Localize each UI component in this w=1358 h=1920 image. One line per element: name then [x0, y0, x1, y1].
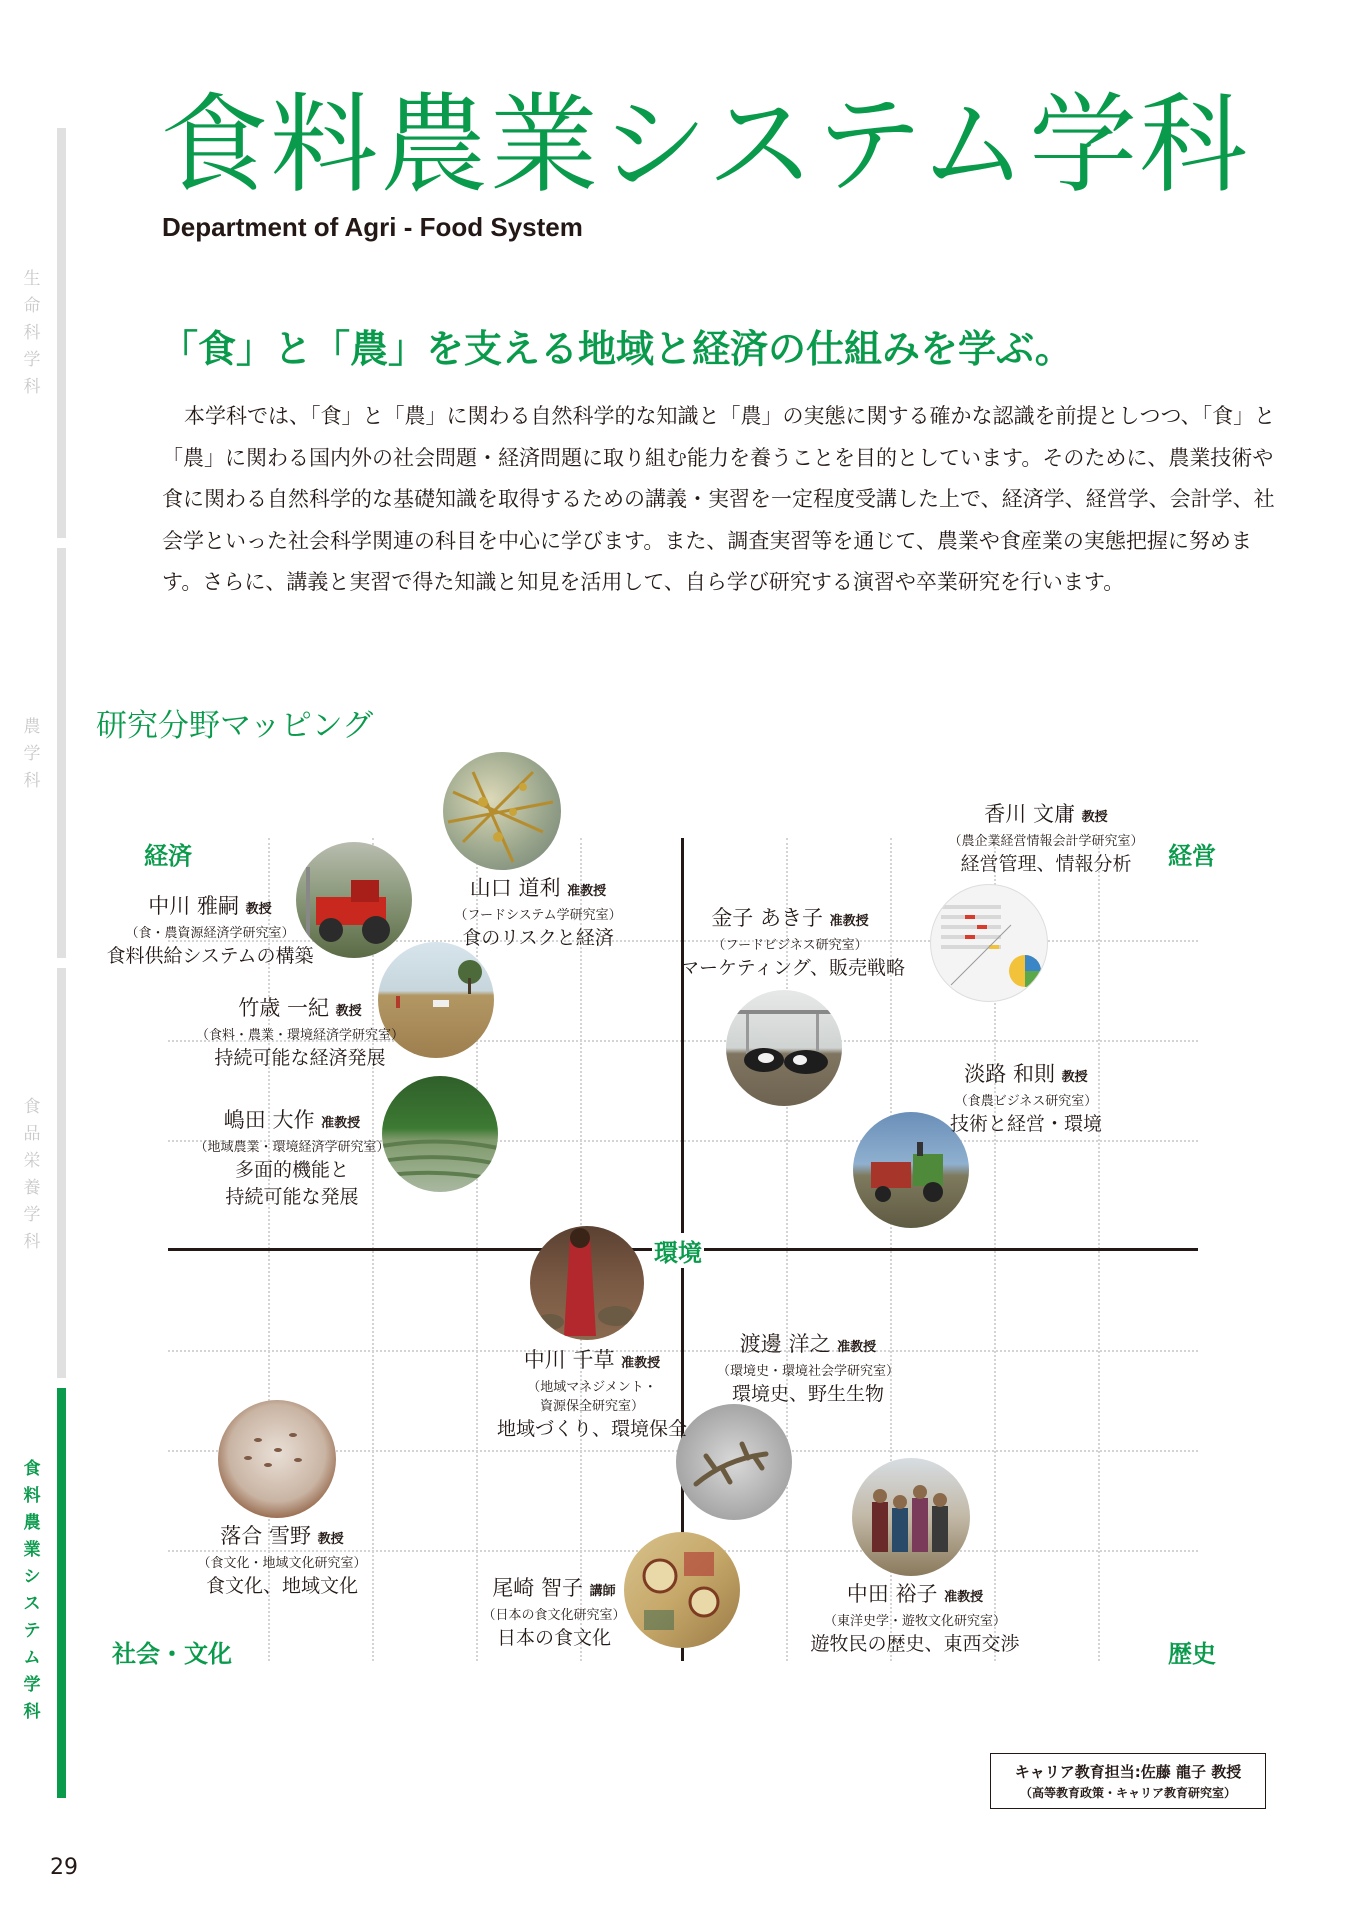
researcher-rank: 教授: [335, 1004, 362, 1019]
side-nav-item-agri-food-system[interactable]: 食料農業システム学科: [23, 1459, 41, 1722]
researcher-nakagawa-masatsugu: [100, 892, 320, 970]
side-bar-segment-1: [57, 128, 66, 538]
researcher-nakata: [800, 1580, 1030, 1658]
researcher-field: 持続可能な発展: [225, 1186, 359, 1208]
axis-label-history: 歴史: [1166, 1634, 1218, 1669]
researcher-rank: 准教授: [621, 1356, 661, 1371]
description-text: 本学科では、「食」と「農」に関わる自然科学的な知識と「農」の実態に関する確かな認識を前提としつつ、「食」と「農」に関わる国内外の社会問題・経済問題に取り組む能力を養うことを目的としています。そのために、農業技術や食に関わる自然科学的な基礎知識を取得するための講義・実習を一定程度受講した上で、経済学、経営学、会計学、社会学といった社会科学関連の科目を中心に学びます。また、調査実習等を通じて、農業や食産業の実態把握に努めます。さらに、講義と実習で得た知識と知見を活用して、自ら学び研究する演習や卒業研究を行います。: [162, 404, 1276, 594]
catchphrase: 「食」と「農」を支える地域と経済の仕組みを学ぶ。: [160, 327, 1073, 371]
researcher-shimada: [182, 1106, 402, 1211]
researcher-name: 嶋田 大作: [223, 1108, 315, 1132]
researcher-name: 中田 裕子: [846, 1582, 938, 1606]
researcher-lab: （フードビジネス研究室）: [712, 938, 868, 953]
researcher-field: 地域づくり、環境保全: [496, 1418, 687, 1440]
researcher-field: マーケティング、販売戦略: [680, 957, 905, 979]
researcher-name: 尾崎 智子: [492, 1576, 583, 1600]
village-woman-image: [530, 1226, 644, 1340]
researcher-lab: （地域農業・環境経済学研究室）: [194, 1140, 390, 1155]
researcher-awaji: [916, 1060, 1136, 1138]
grain-basket-image: [218, 1400, 336, 1518]
axis-label-management: 経営: [1166, 836, 1218, 871]
researcher-watanabe: [698, 1330, 918, 1408]
researcher-lab: 資源保全研究室）: [539, 1399, 644, 1414]
dairy-cows-image: [726, 990, 842, 1106]
microscope-crystals-image: [443, 752, 561, 870]
axis-label-economy: 経済: [142, 836, 194, 871]
spreadsheet-chart-image: [930, 884, 1048, 1002]
axis-label-society-culture: 社会・文化: [110, 1634, 234, 1669]
researcher-rank: 教授: [317, 1532, 344, 1547]
researcher-name: 金子 あき子: [711, 906, 823, 930]
researcher-ochiai: [172, 1522, 392, 1600]
researcher-lab: （環境史・環境社会学研究室）: [716, 1364, 899, 1379]
researcher-lab: （農企業経営情報会計学研究室）: [948, 834, 1144, 849]
side-bar-segment-2: [57, 548, 66, 958]
researcher-lab: （食料・農業・環境経済学研究室）: [195, 1028, 404, 1043]
researcher-field: 食のリスクと経済: [462, 927, 614, 949]
researcher-rank: 准教授: [567, 884, 607, 899]
researcher-field: 経営管理、情報分析: [960, 853, 1132, 875]
side-bar-segment-3: [57, 968, 66, 1378]
career-contact-box: [990, 1753, 1266, 1809]
researcher-field: 多面的機能と: [234, 1159, 349, 1181]
page-number: 29: [50, 1855, 78, 1880]
researcher-field: 食文化、地域文化: [205, 1575, 358, 1597]
side-nav-item-food-nutrition[interactable]: 食品栄養学科: [23, 1097, 41, 1252]
researcher-kagawa: [926, 800, 1166, 878]
career-contact-lab: （高等教育政策・キャリア教育研究室）: [1019, 1786, 1236, 1800]
researcher-rank: 准教授: [944, 1590, 984, 1605]
axis-label-environment: 環境: [652, 1233, 704, 1268]
page-subtitle: Department of Agri - Food System: [162, 212, 583, 242]
nomad-family-image: [852, 1458, 970, 1576]
researcher-rank: 准教授: [837, 1340, 877, 1355]
researcher-name: 中川 千草: [523, 1348, 615, 1372]
researcher-field: 技術と経営・環境: [949, 1113, 1102, 1135]
researcher-name: 落合 雪野: [220, 1524, 311, 1548]
researcher-ozaki: [444, 1574, 664, 1652]
researcher-lab: （東洋史学・遊牧文化研究室）: [823, 1614, 1006, 1629]
researcher-rank: 教授: [1061, 1070, 1088, 1085]
researcher-lab: （地域マネジメント・: [527, 1380, 657, 1395]
researcher-field: 食料供給システムの構築: [106, 945, 314, 967]
researcher-lab: （食・農資源経済学研究室）: [125, 926, 295, 941]
researcher-taketoshi: [190, 994, 410, 1072]
mapping-heading: 研究分野マッピング: [96, 708, 374, 744]
researcher-kaneko: [680, 904, 905, 982]
side-bar-segment-4-active: [57, 1388, 66, 1798]
researcher-nakagawa-chigusa: [482, 1346, 702, 1443]
researcher-lab: （食農ビジネス研究室）: [954, 1094, 1098, 1109]
researcher-field: 持続可能な経済発展: [214, 1047, 386, 1069]
researcher-name: 山口 道利: [469, 876, 561, 900]
researcher-lab: （食文化・地域文化研究室）: [197, 1556, 367, 1571]
researcher-rank: 講師: [589, 1584, 616, 1599]
researcher-field: 環境史、野生生物: [731, 1383, 884, 1405]
researcher-name: 渡邊 洋之: [739, 1332, 831, 1356]
researcher-lab: （日本の食文化研究室）: [482, 1608, 626, 1623]
page-title: 食料農業システム学科: [160, 83, 1250, 208]
researcher-lab: （フードシステム学研究室）: [454, 908, 622, 923]
researcher-name: 淡路 和則: [964, 1062, 1055, 1086]
researcher-field: 日本の食文化: [496, 1627, 611, 1649]
side-nav-item-agriculture[interactable]: 農学科: [23, 717, 41, 791]
researcher-rank: 教授: [1081, 810, 1108, 825]
researcher-rank: 教授: [245, 902, 272, 917]
side-nav-item-life-science[interactable]: 生命科学科: [23, 269, 41, 397]
researcher-rank: 准教授: [829, 914, 869, 929]
researcher-name: 竹歳 一紀: [238, 996, 329, 1020]
career-contact-name: キャリア教育担当:佐藤 龍子 教授: [1014, 1763, 1242, 1781]
researcher-rank: 准教授: [321, 1116, 361, 1131]
researcher-yamaguchi: [428, 874, 648, 952]
researcher-name: 中川 雅嗣: [148, 894, 239, 918]
researcher-field: 遊牧民の歴史、東西交渉: [810, 1633, 1020, 1655]
researcher-name: 香川 文庸: [984, 802, 1075, 826]
